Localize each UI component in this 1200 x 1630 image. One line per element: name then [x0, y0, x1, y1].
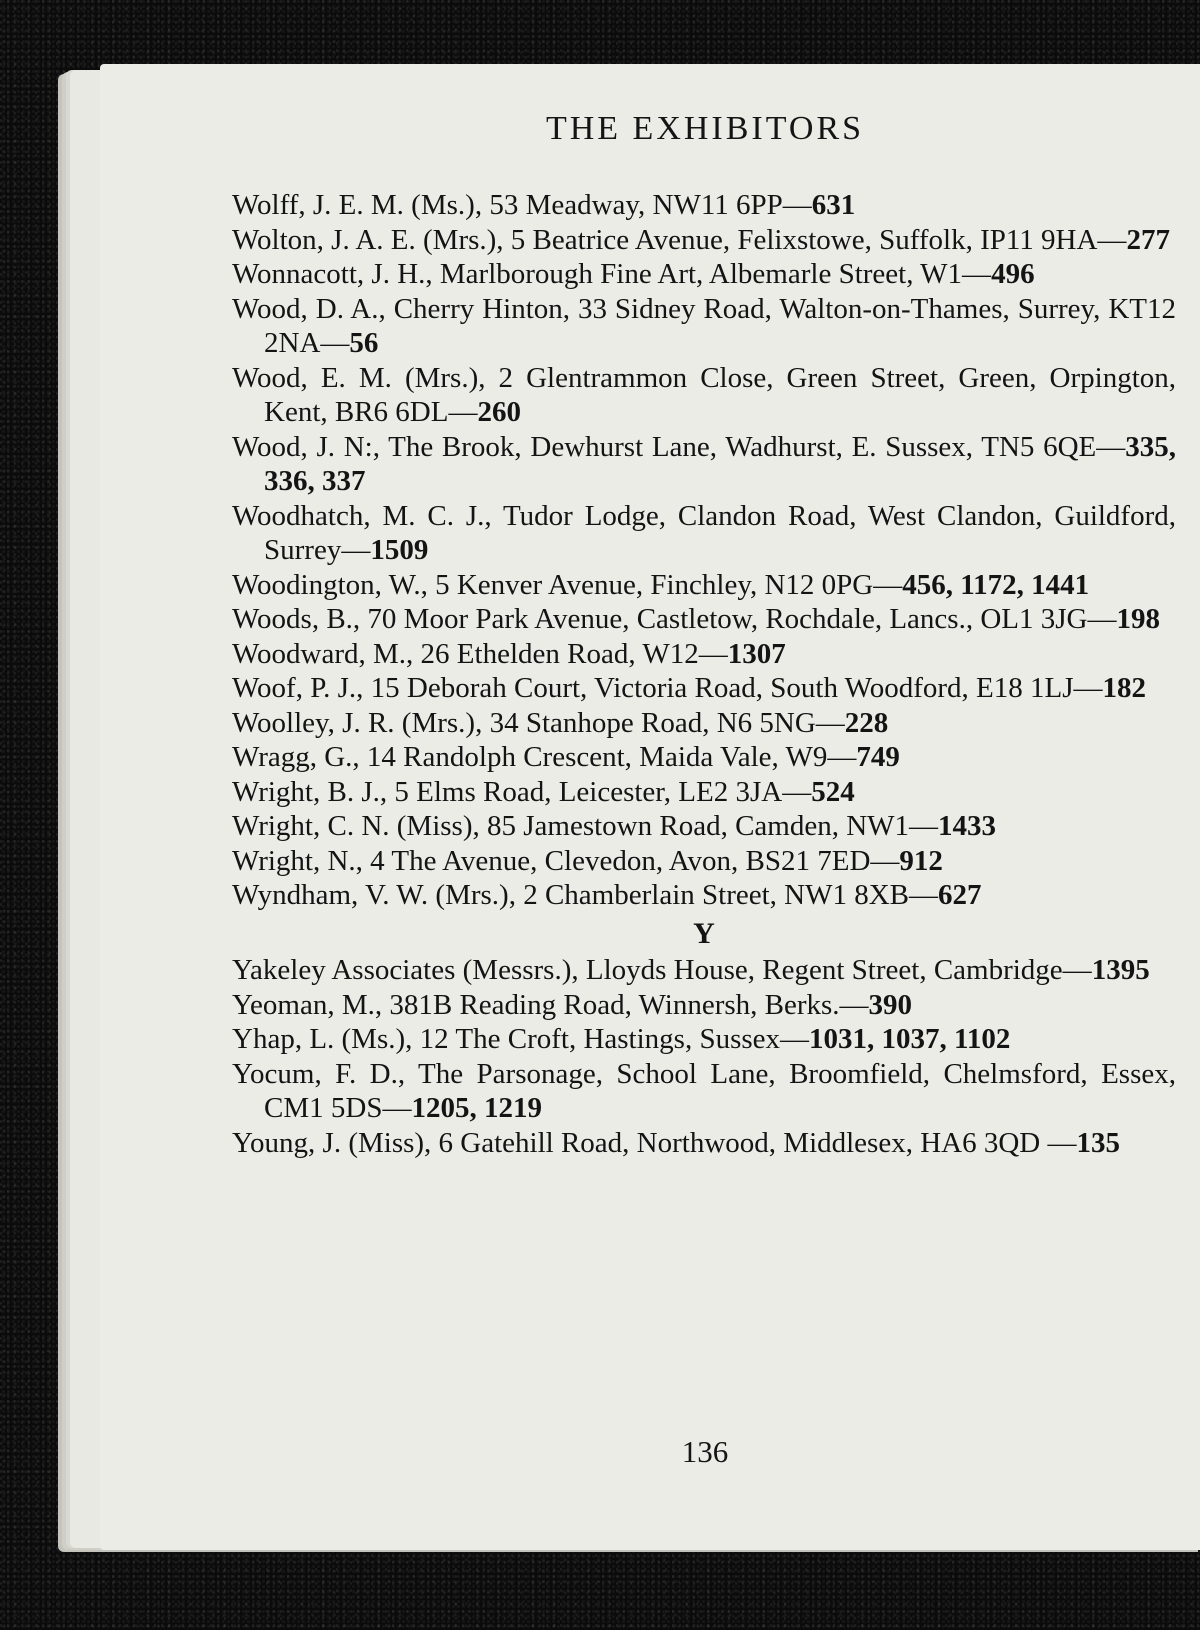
exhibitor-entry — [232, 602, 1176, 637]
entry-numbers: 631 — [811, 189, 856, 221]
exhibitor-entry — [232, 499, 1176, 568]
entry-numbers: 56 — [349, 327, 379, 359]
exhibitor-entry — [232, 257, 1176, 292]
exhibitor-entry — [232, 361, 1176, 430]
exhibitor-entry — [232, 706, 1176, 741]
entry-numbers: 390 — [868, 988, 913, 1021]
entry-text: Wright, N., 4 The Avenue, Clevedon, Avon, BS21 7ED— — [232, 844, 900, 877]
entry-text: Wood, J. N:, The Brook, Dewhurst Lane, Wadhurst, E. Sussex, TN5 6QE— — [232, 430, 1126, 463]
entry-text: Wolff, J. E. M. (Ms.), 53 Meadway, NW11 6PP— — [232, 189, 812, 221]
entry-numbers: 627 — [938, 879, 982, 911]
exhibitor-entry — [232, 1126, 1176, 1161]
entry-text: Wood, E. M. (Mrs.), 2 Glentrammon Close, Green Street, Green, Orpington, Kent, BR6 6DL— — [232, 361, 1176, 428]
exhibitor-entry — [232, 809, 1176, 844]
entry-text: Woodward, M., 26 Ethelden Road, W12— — [232, 637, 728, 670]
entry-text: Wright, C. N. (Miss), 85 Jamestown Road, Camden, NW1— — [232, 810, 939, 842]
entry-numbers: 198 — [1116, 603, 1160, 635]
exhibitor-entry — [232, 430, 1176, 499]
entry-numbers: 524 — [811, 775, 855, 808]
entry-text: Yakeley Associates (Messrs.), Lloyds House, Regent Street, Cambridge— — [232, 954, 1092, 986]
entry-text: Wragg, G., 14 Randolph Crescent, Maida Vale, W9— — [232, 741, 857, 773]
entry-numbers: 1509 — [370, 534, 429, 566]
entry-text: Wood, D. A., Cherry Hinton, 33 Sidney Road, Walton-on-Thames, Surrey, KT12 2NA— — [232, 292, 1176, 359]
exhibitor-entry — [232, 568, 1176, 603]
entry-numbers: 335, 336, 337 — [264, 430, 1176, 497]
exhibitor-entry — [232, 740, 1176, 775]
entry-numbers: 912 — [899, 844, 943, 877]
entry-text: Yeoman, M., 381B Reading Road, Winnersh, Berks.— — [232, 988, 869, 1021]
exhibitor-entry — [232, 878, 1176, 913]
exhibitor-entry — [232, 671, 1176, 706]
entry-numbers: 260 — [477, 396, 521, 428]
exhibitor-entry — [232, 188, 1176, 223]
entry-numbers: 182 — [1102, 672, 1147, 704]
entry-numbers: 228 — [844, 706, 889, 739]
exhibitor-entry — [232, 988, 1176, 1023]
entry-numbers: 135 — [1076, 1126, 1120, 1159]
exhibitor-list — [232, 188, 1176, 1160]
entry-numbers: 496 — [991, 258, 1035, 290]
entry-text: Yhap, L. (Ms.), 12 The Croft, Hastings, Sussex— — [232, 1023, 810, 1055]
exhibitor-entry — [232, 292, 1176, 361]
entry-text: Yocum, F. D., The Parsonage, School Lane, Broomfield, Chelmsford, Essex, CM1 5DS— — [232, 1057, 1176, 1124]
page-number: 136 — [681, 1434, 729, 1469]
entry-numbers: 1395 — [1091, 954, 1150, 986]
entry-numbers: 456, 1172, 1441 — [902, 568, 1090, 601]
entry-text: Woodhatch, M. C. J., Tudor Lodge, Clandon Road, West Clandon, Guildford, Surrey— — [232, 499, 1176, 566]
entry-text: Young, J. (Miss), 6 Gatehill Road, Northwood, Middlesex, HA6 3QD — — [232, 1126, 1077, 1159]
entry-text: Wyndham, V. W. (Mrs.), 2 Chamberlain Street, NW1 8XB— — [232, 879, 938, 911]
page-title: THE EXHIBITORS — [545, 110, 865, 147]
exhibitor-entry — [232, 1022, 1176, 1057]
entry-numbers: 1031, 1037, 1102 — [809, 1023, 1011, 1055]
entry-text: Woods, B., 70 Moor Park Avenue, Castletow, Rochdale, Lancs., OL1 3JG— — [232, 603, 1117, 635]
exhibitor-entry — [232, 844, 1176, 879]
entry-text: Wright, B. J., 5 Elms Road, Leicester, LE2 3JA— — [232, 775, 812, 808]
entry-text: Woolley, J. R. (Mrs.), 34 Stanhope Road, N6 5NG— — [232, 706, 845, 739]
entry-numbers: 1433 — [938, 810, 997, 842]
exhibitor-entry — [232, 223, 1176, 258]
section-heading-y: Y — [693, 916, 715, 950]
exhibitor-entry — [232, 775, 1176, 810]
entry-text: Wolton, J. A. E. (Mrs.), 5 Beatrice Avenue, Felixstowe, Suffolk, IP11 9HA— — [232, 223, 1127, 256]
entry-numbers: 1307 — [727, 637, 786, 670]
exhibitor-entry — [232, 1057, 1176, 1126]
entry-text: Woof, P. J., 15 Deborah Court, Victoria Road, South Woodford, E18 1LJ— — [232, 672, 1103, 704]
entry-numbers: 749 — [856, 741, 900, 773]
entry-numbers: 277 — [1126, 223, 1170, 256]
entry-text: Woodington, W., 5 Kenver Avenue, Finchley, N12 0PG— — [232, 568, 903, 601]
exhibitor-entry — [232, 637, 1176, 672]
exhibitor-entry — [232, 953, 1176, 988]
entry-text: Wonnacott, J. H., Marlborough Fine Art, Albemarle Street, W1— — [232, 258, 992, 290]
entry-numbers: 1205, 1219 — [411, 1092, 542, 1124]
